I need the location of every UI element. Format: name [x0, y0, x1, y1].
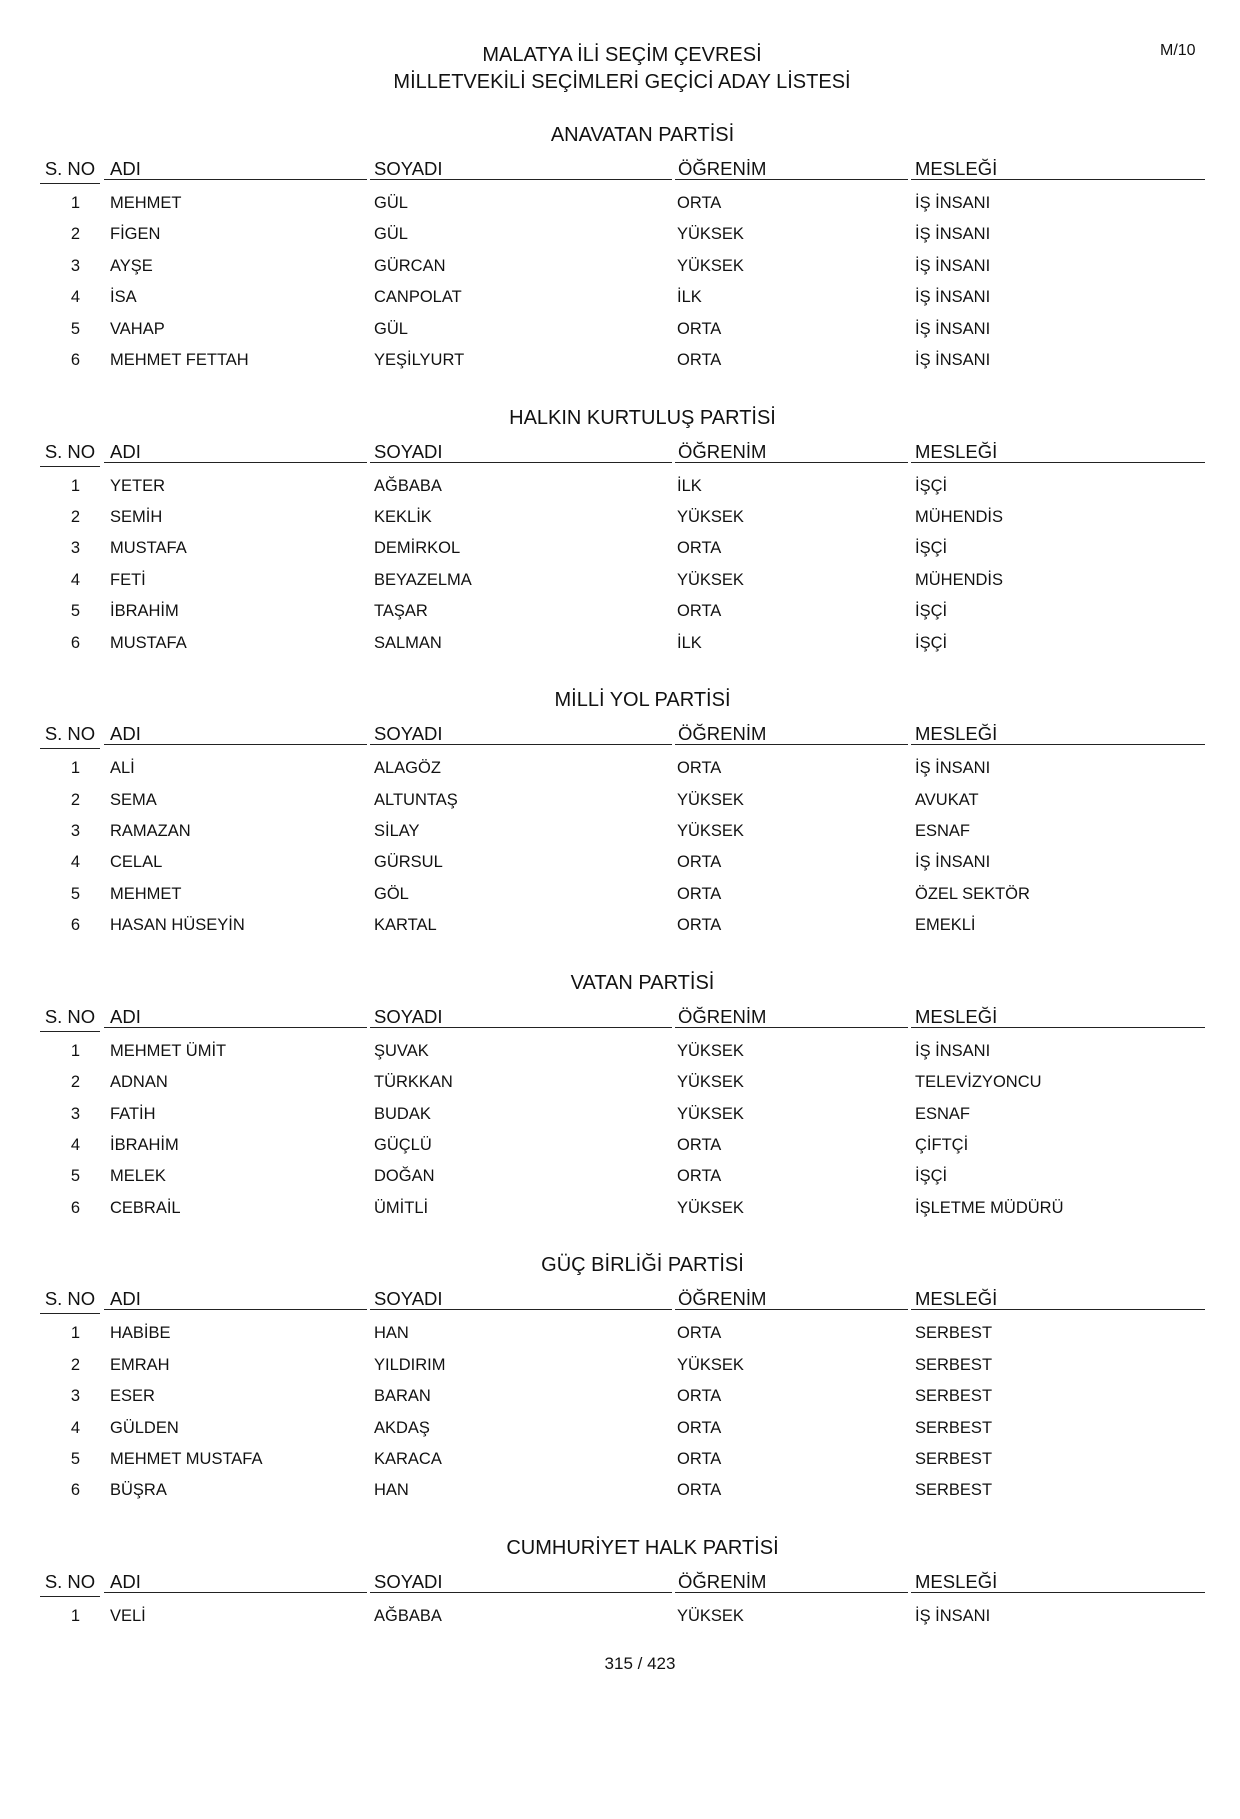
- cell-adi: İBRAHİM: [110, 1135, 179, 1154]
- table-row: [40, 601, 1205, 632]
- cell-adi: MEHMET ÜMİT: [110, 1041, 227, 1060]
- column-header-meslek: MESLEĞİ: [911, 723, 1205, 745]
- column-header-ogrenim: ÖĞRENİM: [675, 1006, 908, 1028]
- table-row: [40, 884, 1205, 915]
- column-header-meslek: MESLEĞİ: [911, 158, 1205, 180]
- cell-ogrenim: YÜKSEK: [677, 256, 744, 275]
- cell-sno: 6: [70, 1481, 80, 1500]
- cell-soyadi: BEYAZELMA: [374, 570, 472, 589]
- cell-adi: GÜLDEN: [110, 1418, 179, 1437]
- cell-meslek: İŞ İNSANI: [915, 1606, 991, 1625]
- table-row: [40, 570, 1205, 601]
- cell-sno: 6: [70, 1198, 80, 1217]
- cell-ogrenim: YÜKSEK: [677, 1041, 744, 1060]
- cell-meslek: MÜHENDİS: [915, 507, 1004, 526]
- cell-sno: 6: [70, 633, 80, 652]
- cell-soyadi: GÜRCAN: [374, 256, 446, 275]
- cell-soyadi: GÜRSUL: [374, 853, 443, 872]
- cell-adi: VAHAP: [110, 319, 165, 338]
- cell-soyadi: CANPOLAT: [374, 288, 462, 307]
- cell-ogrenim: ORTA: [677, 1167, 722, 1186]
- cell-adi: FİGEN: [110, 225, 161, 244]
- cell-sno: 4: [70, 288, 80, 307]
- cell-adi: SEMA: [110, 790, 157, 809]
- column-header-sno: S. NO: [40, 1571, 100, 1597]
- table-row: [40, 476, 1205, 507]
- cell-soyadi: ÜMİTLİ: [374, 1198, 429, 1217]
- cell-meslek: SERBEST: [915, 1418, 993, 1437]
- cell-meslek: İŞÇİ: [915, 539, 948, 558]
- title-line-2: MİLLETVEKİLİ SEÇİMLERİ GEÇİCİ ADAY LİSTESİ: [393, 71, 851, 93]
- cell-soyadi: BUDAK: [374, 1104, 431, 1123]
- cell-meslek: ÖZEL SEKTÖR: [915, 884, 1030, 903]
- cell-meslek: SERBEST: [915, 1387, 993, 1406]
- cell-ogrenim: İLK: [677, 633, 702, 652]
- table-body: [40, 193, 1205, 381]
- cell-adi: MUSTAFA: [110, 539, 187, 558]
- column-header-adi: ADI: [104, 723, 367, 745]
- cell-ogrenim: YÜKSEK: [677, 507, 744, 526]
- cell-soyadi: HAN: [374, 1324, 409, 1343]
- party-title: [40, 1536, 1205, 1560]
- column-header-sno: S. NO: [40, 1006, 100, 1032]
- cell-ogrenim: ORTA: [677, 350, 722, 369]
- cell-adi: CEBRAİL: [110, 1198, 181, 1217]
- cell-meslek: İŞ İNSANI: [915, 350, 991, 369]
- cell-meslek: İŞ İNSANI: [915, 759, 991, 778]
- cell-meslek: TELEVİZYONCU: [915, 1073, 1042, 1092]
- cell-adi: ADNAN: [110, 1073, 168, 1092]
- column-header-meslek: MESLEĞİ: [911, 1006, 1205, 1028]
- column-header-adi: ADI: [104, 441, 367, 463]
- table-row: [40, 821, 1205, 852]
- column-header-sno: S. NO: [40, 1288, 100, 1314]
- table-row: [40, 915, 1205, 946]
- cell-adi: MELEK: [110, 1167, 166, 1186]
- cell-soyadi: YEŞİLYURT: [374, 350, 465, 369]
- cell-meslek: SERBEST: [915, 1355, 993, 1374]
- cell-adi: BÜŞRA: [110, 1481, 167, 1500]
- table-row: [40, 319, 1205, 350]
- column-header-sno: S. NO: [40, 723, 100, 749]
- cell-soyadi: ALTUNTAŞ: [374, 790, 458, 809]
- table-row: [40, 193, 1205, 224]
- cell-meslek: SERBEST: [915, 1481, 993, 1500]
- table-row: [40, 538, 1205, 569]
- document-title: [0, 42, 1240, 96]
- cell-adi: MEHMET: [110, 884, 182, 903]
- cell-adi: FATİH: [110, 1104, 156, 1123]
- cell-ogrenim: ORTA: [677, 539, 722, 558]
- column-header-ogrenim: ÖĞRENİM: [675, 158, 908, 180]
- cell-sno: 6: [70, 916, 80, 935]
- table-row: [40, 1386, 1205, 1417]
- cell-ogrenim: YÜKSEK: [677, 1606, 744, 1625]
- cell-meslek: İŞ İNSANI: [915, 225, 991, 244]
- cell-soyadi: ALAGÖZ: [374, 759, 441, 778]
- table-body: [40, 1323, 1205, 1511]
- column-header-meslek: MESLEĞİ: [911, 441, 1205, 463]
- column-header-soyadi: SOYADI: [370, 723, 672, 745]
- party-title: [40, 971, 1205, 995]
- table-row: [40, 1323, 1205, 1354]
- cell-sno: 5: [70, 1167, 80, 1186]
- cell-adi: EMRAH: [110, 1355, 170, 1374]
- cell-meslek: ÇİFTÇİ: [915, 1135, 969, 1154]
- cell-ogrenim: YÜKSEK: [677, 790, 744, 809]
- column-header-sno: S. NO: [40, 441, 100, 467]
- table-header: [40, 1006, 1205, 1031]
- cell-meslek: İŞ İNSANI: [915, 194, 991, 212]
- column-header-meslek: MESLEĞİ: [911, 1571, 1205, 1593]
- party-title: [40, 123, 1205, 147]
- cell-sno: 4: [70, 1418, 80, 1437]
- cell-adi: MUSTAFA: [110, 633, 187, 652]
- party-name: HALKIN KURTULUŞ PARTİSİ: [509, 406, 776, 429]
- table-body: [40, 758, 1205, 946]
- table-row: [40, 1041, 1205, 1072]
- party-section: [40, 1253, 1205, 1536]
- cell-soyadi: BARAN: [374, 1387, 431, 1406]
- cell-meslek: AVUKAT: [915, 790, 979, 809]
- cell-adi: CELAL: [110, 853, 163, 872]
- table-row: [40, 633, 1205, 664]
- table-row: [40, 1418, 1205, 1449]
- cell-soyadi: TAŞAR: [374, 602, 428, 621]
- table-header: [40, 1571, 1205, 1596]
- party-sections: [40, 123, 1205, 1819]
- cell-ogrenim: İLK: [677, 288, 702, 307]
- cell-meslek: MÜHENDİS: [915, 570, 1004, 589]
- title-line-1: MALATYA İLİ SEÇİM ÇEVRESİ: [482, 44, 762, 66]
- table-row: [40, 287, 1205, 318]
- party-title: [40, 406, 1205, 430]
- table-row: [40, 507, 1205, 538]
- cell-soyadi: ŞUVAK: [374, 1041, 429, 1060]
- cell-soyadi: SİLAY: [374, 821, 420, 840]
- cell-sno: 6: [70, 350, 80, 369]
- party-name: ANAVATAN PARTİSİ: [550, 124, 735, 146]
- cell-meslek: İŞÇİ: [915, 1167, 948, 1186]
- cell-sno: 2: [70, 225, 80, 244]
- party-name: MİLLİ YOL PARTİSİ: [554, 689, 731, 712]
- column-header-soyadi: SOYADI: [370, 1288, 672, 1310]
- table-row: [40, 1135, 1205, 1166]
- column-header-adi: ADI: [104, 1571, 367, 1593]
- table-row: [40, 1104, 1205, 1135]
- table-body: [40, 1041, 1205, 1229]
- cell-ogrenim: ORTA: [677, 1135, 722, 1154]
- table-row: [40, 1166, 1205, 1197]
- party-section: [40, 1536, 1205, 1819]
- cell-soyadi: GÜL: [374, 194, 408, 212]
- table-header: [40, 723, 1205, 748]
- cell-sno: 1: [70, 194, 80, 212]
- table-row: [40, 1198, 1205, 1229]
- cell-meslek: İŞÇİ: [915, 633, 948, 652]
- cell-soyadi: SALMAN: [374, 633, 442, 652]
- cell-soyadi: AĞBABA: [374, 1606, 442, 1625]
- cell-ogrenim: YÜKSEK: [677, 1355, 744, 1374]
- cell-meslek: ESNAF: [915, 821, 971, 840]
- cell-soyadi: TÜRKKAN: [374, 1073, 453, 1092]
- column-header-adi: ADI: [104, 158, 367, 180]
- cell-sno: 5: [70, 884, 80, 903]
- page-number-text: 315 / 423: [604, 1654, 676, 1673]
- cell-ogrenim: ORTA: [677, 1418, 722, 1437]
- cell-ogrenim: ORTA: [677, 884, 722, 903]
- cell-adi: YETER: [110, 476, 166, 495]
- cell-sno: 5: [70, 319, 80, 338]
- table-body: [40, 1606, 1205, 1637]
- cell-adi: HABİBE: [110, 1324, 171, 1343]
- cell-ogrenim: ORTA: [677, 319, 722, 338]
- cell-meslek: İŞ İNSANI: [915, 256, 991, 275]
- cell-meslek: İŞLETME MÜDÜRÜ: [915, 1198, 1064, 1217]
- table-header: [40, 158, 1205, 183]
- table-row: [40, 1606, 1205, 1637]
- cell-meslek: İŞ İNSANI: [915, 1041, 991, 1060]
- table-body: [40, 476, 1205, 664]
- table-row: [40, 1355, 1205, 1386]
- cell-adi: İBRAHİM: [110, 602, 179, 621]
- cell-ogrenim: ORTA: [677, 1387, 722, 1406]
- cell-meslek: EMEKLİ: [915, 916, 976, 935]
- column-header-soyadi: SOYADI: [370, 1571, 672, 1593]
- cell-soyadi: YILDIRIM: [374, 1355, 446, 1374]
- cell-ogrenim: YÜKSEK: [677, 570, 744, 589]
- cell-meslek: İŞ İNSANI: [915, 319, 991, 338]
- column-header-ogrenim: ÖĞRENİM: [675, 1571, 908, 1593]
- table-row: [40, 758, 1205, 789]
- cell-ogrenim: YÜKSEK: [677, 225, 744, 244]
- cell-ogrenim: YÜKSEK: [677, 1104, 744, 1123]
- cell-soyadi: KEKLİK: [374, 507, 432, 526]
- table-row: [40, 224, 1205, 255]
- cell-sno: 5: [70, 602, 80, 621]
- cell-meslek: İŞ İNSANI: [915, 853, 991, 872]
- cell-soyadi: GÜL: [374, 319, 408, 338]
- cell-adi: ALİ: [110, 759, 135, 778]
- table-row: [40, 350, 1205, 381]
- cell-adi: MEHMET MUSTAFA: [110, 1449, 263, 1468]
- cell-ogrenim: ORTA: [677, 1449, 722, 1468]
- table-row: [40, 790, 1205, 821]
- cell-meslek: İŞ İNSANI: [915, 288, 991, 307]
- cell-sno: 1: [70, 1606, 80, 1625]
- column-header-sno: S. NO: [40, 158, 100, 184]
- cell-sno: 3: [70, 539, 80, 558]
- party-name: VATAN PARTİSİ: [570, 971, 715, 994]
- cell-soyadi: GÜL: [374, 225, 408, 244]
- cell-ogrenim: ORTA: [677, 194, 722, 212]
- cell-adi: ESER: [110, 1387, 155, 1406]
- cell-sno: 2: [70, 1073, 80, 1092]
- cell-sno: 3: [70, 256, 80, 275]
- cell-sno: 4: [70, 1135, 80, 1154]
- table-row: [40, 1480, 1205, 1511]
- cell-soyadi: HAN: [374, 1481, 409, 1500]
- cell-adi: RAMAZAN: [110, 821, 191, 840]
- cell-soyadi: AKDAŞ: [374, 1418, 430, 1437]
- party-name: CUMHURİYET HALK PARTİSİ: [506, 1536, 779, 1559]
- table-row: [40, 256, 1205, 287]
- cell-meslek: ESNAF: [915, 1104, 971, 1123]
- cell-meslek: İŞÇİ: [915, 602, 948, 621]
- cell-soyadi: DOĞAN: [374, 1167, 435, 1186]
- party-title: [40, 1253, 1205, 1277]
- cell-ogrenim: YÜKSEK: [677, 821, 744, 840]
- cell-meslek: SERBEST: [915, 1449, 993, 1468]
- table-row: [40, 1449, 1205, 1480]
- party-section: [40, 123, 1205, 406]
- cell-adi: İSA: [110, 288, 137, 307]
- cell-sno: 3: [70, 1387, 80, 1406]
- cell-adi: MEHMET: [110, 194, 182, 212]
- cell-soyadi: GÜÇLÜ: [374, 1135, 432, 1154]
- page-code: M/10: [1160, 42, 1196, 59]
- cell-sno: 1: [70, 476, 80, 495]
- party-section: [40, 406, 1205, 689]
- table-row: [40, 852, 1205, 883]
- table-header: [40, 441, 1205, 466]
- cell-soyadi: GÖL: [374, 884, 409, 903]
- cell-sno: 4: [70, 570, 80, 589]
- cell-ogrenim: İLK: [677, 476, 702, 495]
- cell-adi: AYŞE: [110, 256, 153, 275]
- cell-meslek: SERBEST: [915, 1324, 993, 1343]
- cell-sno: 2: [70, 507, 80, 526]
- table-row: [40, 1072, 1205, 1103]
- cell-adi: SEMİH: [110, 507, 163, 526]
- party-title: [40, 688, 1205, 712]
- cell-ogrenim: ORTA: [677, 853, 722, 872]
- cell-sno: 1: [70, 1324, 80, 1343]
- cell-soyadi: AĞBABA: [374, 476, 442, 495]
- column-header-adi: ADI: [104, 1006, 367, 1028]
- cell-sno: 2: [70, 790, 80, 809]
- cell-sno: 3: [70, 821, 80, 840]
- cell-ogrenim: YÜKSEK: [677, 1073, 744, 1092]
- cell-ogrenim: ORTA: [677, 1481, 722, 1500]
- cell-sno: 5: [70, 1449, 80, 1468]
- cell-adi: VELİ: [110, 1606, 146, 1625]
- page-number: [0, 1654, 1240, 1674]
- cell-sno: 2: [70, 1355, 80, 1374]
- party-section: [40, 971, 1205, 1254]
- column-header-soyadi: SOYADI: [370, 158, 672, 180]
- cell-ogrenim: ORTA: [677, 602, 722, 621]
- column-header-soyadi: SOYADI: [370, 441, 672, 463]
- cell-sno: 1: [70, 1041, 80, 1060]
- cell-sno: 3: [70, 1104, 80, 1123]
- column-header-ogrenim: ÖĞRENİM: [675, 723, 908, 745]
- column-header-ogrenim: ÖĞRENİM: [675, 1288, 908, 1310]
- cell-meslek: İŞÇİ: [915, 476, 948, 495]
- cell-ogrenim: ORTA: [677, 1324, 722, 1343]
- cell-ogrenim: ORTA: [677, 916, 722, 935]
- cell-adi: MEHMET FETTAH: [110, 350, 249, 369]
- cell-soyadi: KARACA: [374, 1449, 442, 1468]
- party-section: [40, 688, 1205, 971]
- cell-ogrenim: YÜKSEK: [677, 1198, 744, 1217]
- column-header-ogrenim: ÖĞRENİM: [675, 441, 908, 463]
- column-header-soyadi: SOYADI: [370, 1006, 672, 1028]
- cell-sno: 1: [70, 759, 80, 778]
- cell-soyadi: DEMİRKOL: [374, 539, 461, 558]
- party-name: GÜÇ BİRLİĞİ PARTİSİ: [541, 1254, 744, 1277]
- cell-sno: 4: [70, 853, 80, 872]
- cell-adi: FETİ: [110, 570, 146, 589]
- cell-adi: HASAN HÜSEYİN: [110, 916, 245, 935]
- column-header-meslek: MESLEĞİ: [911, 1288, 1205, 1310]
- column-header-adi: ADI: [104, 1288, 367, 1310]
- cell-ogrenim: ORTA: [677, 759, 722, 778]
- table-header: [40, 1288, 1205, 1313]
- cell-soyadi: KARTAL: [374, 916, 437, 935]
